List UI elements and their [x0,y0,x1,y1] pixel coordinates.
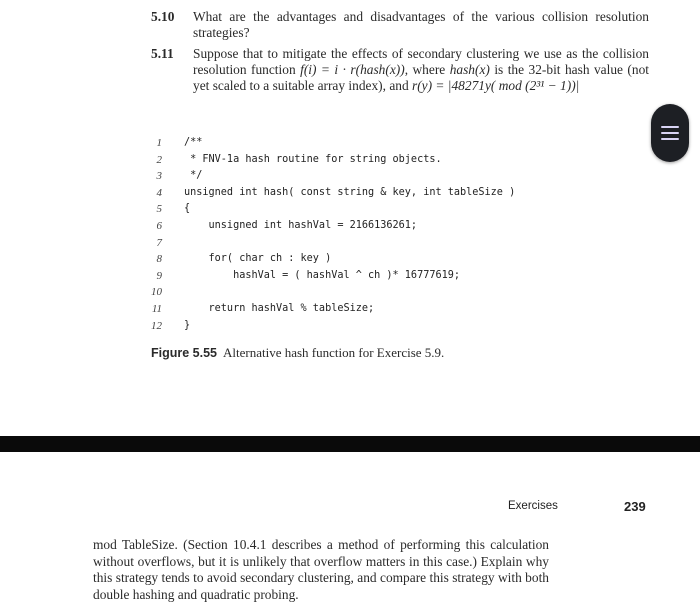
menu-icon [661,126,679,128]
code-text: } [184,319,191,331]
code-text: { [184,203,191,215]
code-text: return hashVal % tableSize; [184,303,375,314]
line-number: 8 [156,253,162,266]
line-number: 1 [156,137,162,149]
continued-exercise-text: mod TableSize. (Section 10.4.1 describes a method of performing this calculation without overflows, but it is unlikely that overflow matters in this case.) Explain why this strategy tends to avoid secondary clustering, and compare this strategy with both double hashing and quadratic probing. [93,537,549,602]
line-number: 12 [151,319,162,332]
code-text: * FNV-1a hash routine for string objects. [184,153,442,165]
line-number: 5 [156,203,162,216]
running-head: Exercises [508,500,558,512]
code-text: */ [184,170,203,182]
line-number: 6 [156,220,162,232]
exercise-number: 5.10 [151,9,175,24]
line-number: 4 [156,186,162,199]
figure-label: Figure 5.55 [151,346,217,360]
line-number: 10 [151,286,162,299]
code-text: unsigned int hash( const string & key, int tableSize ) [184,186,516,198]
menu-button[interactable] [651,104,689,162]
code-text: unsigned int hashVal = 2166136261; [184,220,418,231]
figure-caption-text: Alternative hash function for Exercise 5.9. [223,345,445,360]
page-number: 239 [624,499,646,514]
page-divider [0,436,700,452]
line-number: 7 [156,236,162,249]
formula-hash: hash(x) [449,62,490,77]
menu-icon [661,138,679,140]
formula-r: r(y) = |48271y( mod (2³¹ − 1))| [412,78,580,93]
code-text: for( char ch : key ) [184,253,332,265]
line-number: 11 [151,303,162,315]
exercise-number: 5.11 [151,46,174,61]
line-number: 3 [156,170,162,183]
figure-caption [151,345,444,361]
formula-f: f(i) = i · r(hash(x)) [300,62,405,77]
exercise-text: Suppose that to mitigate the effects of secondary clustering we use as the collision resolution function f(i) = i · r(hash(x)), where hash(x) is the 32-bit hash value (not yet scaled to a suitable array index), and r(y) = |48271y( mod (2³¹ − 1))| [193,46,649,93]
line-number: 9 [156,269,162,282]
menu-icon [661,132,679,134]
line-number: 2 [156,153,162,166]
code-text: /** [184,137,203,148]
code-text: hashVal = ( hashVal ^ ch )* 16777619; [184,269,461,281]
exercise-text: What are the advantages and disadvantages of the various collision resolution strategies? [193,9,649,40]
